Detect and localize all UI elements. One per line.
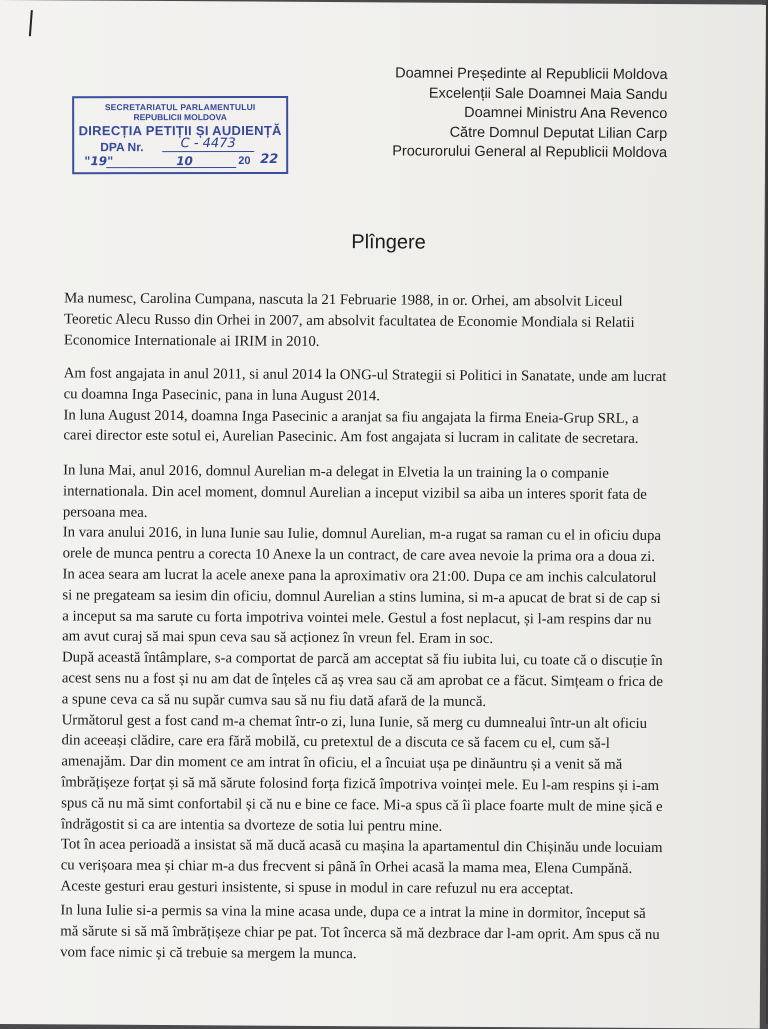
stamp-institution: SECRETARIATUL PARLAMENTULUI <box>104 102 256 113</box>
addressee-line: Doamnei Ministru Ana Revenco <box>464 104 668 123</box>
text-line: Teoretic Alecu Russo din Orhei in 2007, am absolvit facultatea de Economie Mondiala si Relatii <box>64 311 635 331</box>
text-line: persoana mea. <box>62 503 148 521</box>
text-line: internationala. Din acel moment, domnul Aurelian a inceput vizibil sa aiba un interes sporit fata de <box>62 483 647 503</box>
text-line: am avut curaj să mai spun ceva sau să acționez în vreun fel. Eram in soc. <box>62 628 494 648</box>
text-line: din aceeași clădire, care era fără mobilă, cu pretextul de a discuta ce să facem cu el, cum să-l <box>61 732 610 753</box>
text-line: îmbrățișeze forțat și să mă sărute folosind forța fizică împotriva voinței mele. Eu l-am respins și i-am <box>61 774 660 794</box>
text-line: îndrăgostit si ca are intentia sa dvorteze de sotia lui pentru mine. <box>60 815 443 835</box>
text-line: Aceste gesturi erau gesturi insistente, si spuse in modul in care refuzul nu era acceptat. <box>60 878 574 898</box>
text-line: cu doamna Inga Pasecinic, pana in luna August 2014. <box>63 386 381 405</box>
text-line: a spune ceva ca să nu supăr cumva sau să nu fiu dată afară de la muncă. <box>61 691 487 710</box>
stamp-department: DIRECȚIA PETIȚII ȘI AUDIENȚĂ <box>78 123 282 139</box>
addressee-line: Procurorului General al Republicii Moldova <box>392 143 668 162</box>
stamp-dpa-label: DPA Nr. <box>100 140 144 155</box>
text-line: orele de munca pentru a corecta 10 Anexe la un contract, de care avea nevoie la prima ora a doua zi. <box>62 545 656 566</box>
stamp-dpa-number: C - 4473 <box>162 136 254 152</box>
text-line: amenajăm. Dar din moment ce am intrat în oficiu, el a încuiat ușa pe dinăuntru și a venit să mă <box>61 753 623 773</box>
text-line: In luna August 2014, doamna Inga Pasecinic a aranjat sa fiu angajata la firma Eneia-Grup SRL, a <box>63 406 639 427</box>
text-line: spus că nu mă simt confortabil și că nu e bine ce face. Mi-a spus că îi place foarte mult de mine șică e <box>61 795 663 815</box>
text-line: Economice Internationale ai IRIM in 2010. <box>63 331 320 350</box>
text-line: si ne pregateam sa iesim din oficiu, domnul Aurelian a stins lumina, si m-a apucat de brat si de cap si <box>62 587 661 607</box>
text-line: acest sens nu a fost și nu am dat de înțeles că aș vrea sau că am aprobat ce a făcut. Simțeam o frica de <box>61 670 663 691</box>
stamp-date-underline <box>106 167 236 168</box>
text-line: vom face nimic și că trebuie sa mergem la munca. <box>60 943 357 962</box>
registration-stamp <box>72 96 288 174</box>
addressee-line: Doamnei Președinte al Republicii Moldova <box>395 65 668 84</box>
text-line: In vara anului 2016, in luna Iunie sau Iulie, domnul Aurelian, m-a rugat sa raman cu el in oficiu dupa <box>62 524 662 545</box>
stamp-month: 10 <box>176 154 193 169</box>
paragraph-incidents <box>61 460 704 901</box>
text-line: Tot în acea perioadă a insistat să mă ducă acasă cu mașina la apartamentul din Chișinău unde locuiam <box>60 836 663 857</box>
text-line: mă sărute si să mă îmbrățișeze chiar pe pat. Tot încerca să mă dezbrace dar l-am oprit. Am spus că nu <box>60 923 660 943</box>
paragraph-intro <box>64 288 704 354</box>
text-line: Următorul gest a fost cand m-a chemat într-o zi, luna Iunie, să merg cu dumnealui într-un alt oficiu <box>61 711 648 732</box>
text-line: In luna Mai, anul 2016, domnul Aurelian m-a delegat in Elvetia la un training la o companie <box>63 462 609 482</box>
text-line: a inceput sa ma sarute cu forta impotriva vointei mele. Gestul a fost neplacut, și l-am respins dar nu <box>62 607 652 628</box>
addressee-block <box>392 64 667 163</box>
text-line: In acea seara am lucrat la acele anexe pana la aproximativ ora 21:00. Dupa ce am inchis calculatorul <box>62 566 657 587</box>
text-line: Ma numesc, Carolina Cumpana, nascuta la 21 Februarie 1988, in or. Orhei, am absolvit Liceul <box>64 290 623 310</box>
stamp-country: REPUBLICII MOLDOVA <box>133 112 227 123</box>
stamp-day: "19" <box>84 154 114 169</box>
addressee-line: Către Domnul Deputat Lilian Carp <box>449 124 668 142</box>
stamp-year-prefix: 20 <box>238 155 251 168</box>
text-line: După această întâmplare, s-a comportat de parcă am acceptat să fiu iubita lui, cu toate că o discuție în <box>61 649 663 670</box>
text-line: cu verișoara mea și chiar m-a dus frecvent si până în Orhei acasă la mama mea, Elena Cumpănă. <box>60 857 633 878</box>
text-line: Am fost angajata in anul 2011, si anul 2014 la ONG-ul Strategii si Politici in Sanatate, unde am lucrat <box>63 365 667 386</box>
text-line: In luna Iulie si-a permis sa vina la mine acasa unde, dupa ce a intrat la mine in dormitor, început să <box>60 902 646 922</box>
pen-mark <box>29 10 33 36</box>
text-line: carei director este sotul ei, Aurelian Pasecinic. Am fost angajata si lucram in calitate de secretara. <box>63 427 639 448</box>
paragraph-july <box>60 900 700 966</box>
stamp-date <box>80 154 280 172</box>
paragraph-employment <box>63 363 703 450</box>
document-title: Plîngere <box>351 231 426 254</box>
addressee-line: Excelenții Sale Doamnei Maia Sandu <box>428 85 668 103</box>
stamp-year-suffix: 22 <box>260 152 279 168</box>
